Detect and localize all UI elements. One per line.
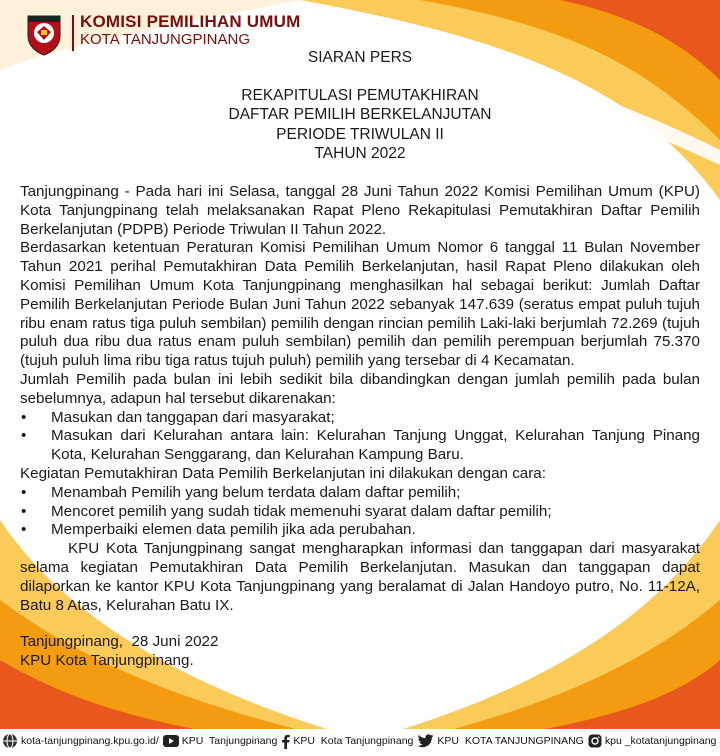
paragraph-closing: KPU Kota Tanjungpinang sangat mengharapkan informasi dan tanggapan dari masyarakat selama kegiatan Pemutakhiran Data Pemilih Berkelanjutan. Masukan dan tanggapan dapat dilaporkan ke kantor KPU Kota Tanjungpinang yang beralamat di Jalan Handoyo putro, No. 11-12A, Batu 8 Atas, Kelurahan Batu IX. — [20, 540, 700, 614]
globe-icon — [2, 733, 18, 749]
org-block — [80, 12, 300, 49]
instagram-icon — [588, 734, 602, 748]
list-item: • Mencoret pemilih yang sudah tidak memenuhi syarat dalam daftar pemilih; — [20, 503, 700, 522]
paragraph-method-intro: Kegiatan Pemutakhiran Data Pemilih Berkelanjutan ini dilakukan dengan cara: — [20, 464, 546, 482]
website-link[interactable]: kota-tanjungpinang.kpu.go.id/ — [21, 735, 159, 747]
list-item: • Menambah Pemilih yang belum terdata dalam daftar pemilih; — [20, 484, 700, 503]
paragraph-results: Berdasarkan ketentuan Peraturan Komisi Pemilihan Umum Nomor 6 tanggal 11 Bulan November Tahun 2021 perihal Pemutakhiran Data Pemilih Berkelanjutan, hasil Rapat Pleno dilakukan oleh Komisi Pemilihan Umum Kota Tanjungpinang menghasilkan hal sebagai berikut: Jumlah Daftar Pemilih Berkelanjutan Periode Bulan Juni Tahun 2022 sebanyak 147.639 (seratus empat puluh tujuh ribu enam ratus tiga puluh sembilan) pemilih dengan rincian pemilih Laki-laki berjumlah 72.269 (tujuh puluh dua ribu dua ratus enam puluh sembilan) pemilih dan pemilih perempuan berjumlah 75.370 (tujuh puluh lima ribu tiga ratus tujuh puluh) pemilih yang tersebar di 4 Kecamatan. — [20, 239, 700, 370]
sign-place-date: Tanjungpinang, 28 Juni 2022 — [20, 633, 219, 651]
title-line-3: PERIODE TRIWULAN II — [276, 125, 444, 143]
sign-org: KPU Kota Tanjungpinang. — [20, 652, 194, 670]
instagram-link[interactable]: kpu _kotatanjungpinang — [604, 735, 717, 747]
press-title: SIARAN PERS — [307, 49, 413, 66]
paragraph-intro: Tanjungpinang - Pada hari ini Selasa, tanggal 28 Juni Tahun 2022 Komisi Pemilihan Umum (KPU) Kota Tanjungpinang telah melaksanakan Rapat Pleno Rekapitulasi Pemutakhiran Daftar Pemilih Berkelanjutan (PDPB) Periode Triwulan II Tahun 2022. — [20, 183, 700, 238]
title-block — [0, 48, 720, 164]
facebook-icon — [281, 734, 290, 749]
title-line-2: DAFTAR PEMILIH BERKELANJUTAN — [228, 106, 492, 123]
youtube-icon — [163, 735, 179, 747]
youtube-link[interactable]: KPU Tanjungpinang — [181, 735, 278, 747]
list-item: • Masukan dari Kelurahan antara lain: Kelurahan Tanjung Unggat, Kelurahan Tanjung Pinang Kota, Kelurahan Senggarang, dan Kelurahan Kampung Baru. — [20, 427, 700, 465]
footer-social-bar — [0, 730, 720, 752]
footer-facebook[interactable] — [281, 734, 413, 749]
title-line-1: REKAPITULASI PEMUTAKHIRAN — [241, 86, 479, 104]
org-subtitle: KOTA TANJUNGPINANG — [80, 31, 251, 48]
footer-website[interactable] — [2, 733, 159, 749]
title-line-4: TAHUN 2022 — [314, 145, 406, 162]
footer-twitter[interactable] — [417, 734, 583, 748]
footer-youtube[interactable] — [163, 735, 278, 747]
list-item: • Memperbaiki elemen data pemilih jika ada perubahan. — [20, 521, 700, 540]
twitter-link[interactable]: KPU KOTA TANJUNGPINANG — [437, 735, 584, 747]
press-body — [20, 183, 700, 671]
facebook-link[interactable]: KPU Kota Tanjungpinang — [293, 735, 414, 747]
twitter-icon — [417, 734, 434, 748]
reason-list — [20, 409, 700, 465]
list-item: • Masukan dan tanggapan dari masyarakat; — [20, 409, 700, 428]
footer-instagram[interactable] — [588, 734, 717, 748]
paragraph-reason-intro: Jumlah Pemilih pada bulan ini lebih sedikit bila dibandingkan dengan jumlah pemilih pada bulan sebelumnya, adapun hal tersebut dikarenakan: — [20, 370, 700, 407]
method-list — [20, 484, 700, 540]
header-divider — [72, 15, 74, 51]
org-name: KOMISI PEMILIHAN UMUM — [80, 12, 301, 31]
